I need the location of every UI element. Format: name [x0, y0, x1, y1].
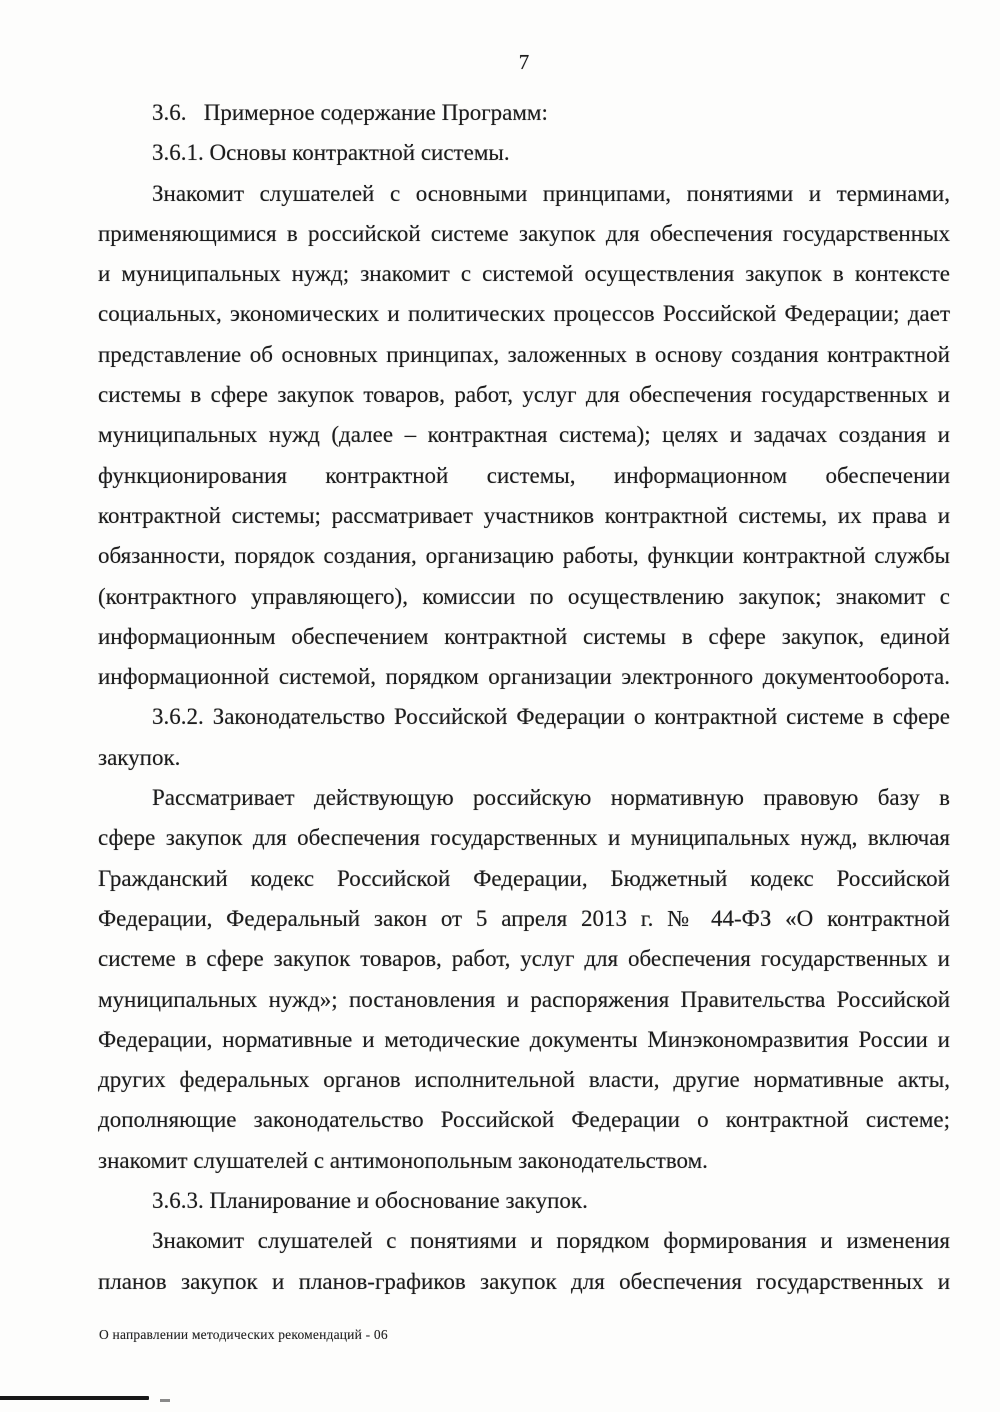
text-line: системе в сфере закупок товаров, работ, услуг для обеспечения государственных и: [98, 946, 950, 972]
text-line: Федерации, нормативные и методические документы Минэкономразвития России и: [98, 1026, 950, 1052]
text-line: применяющимися в российской системе закупок для обеспечения государственных: [98, 220, 950, 246]
text-line: сфере закупок для обеспечения государственных и муниципальных нужд, включая: [98, 825, 950, 851]
page-number: 7: [518, 50, 530, 74]
text-line: Рассматривает действующую российскую нормативную правовую базу в: [152, 785, 950, 811]
text-line: 3.6.1. Основы контрактной системы.: [152, 140, 510, 166]
text-line: муниципальных нужд»; постановления и распоряжения Правительства Российской: [98, 986, 950, 1012]
text-line: и муниципальных нужд; знакомит с системой осуществления закупок в контексте: [98, 261, 950, 287]
text-line: других федеральных органов исполнительной власти, другие нормативные акты,: [98, 1067, 950, 1093]
text-line: Гражданский кодекс Российской Федерации, Бюджетный кодекс Российской: [98, 865, 950, 891]
text-line: информационной системой, порядком организации электронного документооборота.: [98, 664, 950, 690]
text-line: муниципальных нужд (далее – контрактная система); целях и задачах создания и: [98, 422, 950, 448]
text-line: 3.6.2. Законодательство Российской Федерации о контрактной системе в сфере: [152, 704, 950, 730]
text-line: планов закупок и планов-графиков закупок для обеспечения государственных и: [98, 1268, 950, 1294]
text-line: знакомит слушателей с антимонопольным законодательством.: [98, 1147, 708, 1173]
text-line: системы в сфере закупок товаров, работ, услуг для обеспечения государственных и: [98, 382, 950, 408]
bottom-left-scan-dash: [160, 1399, 170, 1402]
text-line: дополняющие законодательство Российской Федерации о контрактной системе;: [98, 1107, 950, 1133]
text-line: представление об основных принципах, заложенных в основу создания контрактной: [98, 341, 950, 367]
text-line: закупок.: [98, 744, 181, 770]
text-line: 3.6. Примерное содержание Программ:: [152, 100, 548, 125]
text-line: Знакомит слушателей с основными принципами, понятиями и терминами,: [152, 180, 950, 206]
footer-reference-note: О направлении методических рекомендаций - 06: [99, 1327, 388, 1342]
text-line: Знакомит слушателей с понятиями и порядком формирования и изменения: [152, 1228, 950, 1254]
document-body: [98, 93, 950, 1302]
bottom-left-scan-mark: [0, 1396, 149, 1400]
text-line: информационным обеспечением контрактной системы в сфере закупок, единой: [98, 623, 950, 649]
text-line: обязанности, порядок создания, организацию работы, функции контрактной службы: [98, 543, 950, 569]
text-line: Федерации, Федеральный закон от 5 апреля 2013 г. № 44-ФЗ «О контрактной: [98, 905, 950, 931]
text-line: социальных, экономических и политических процессов Российской Федерации; дает: [98, 301, 950, 327]
text-line: 3.6.3. Планирование и обоснование закупок.: [152, 1188, 588, 1214]
text-line: контрактной системы; рассматривает участников контрактной системы, их права и: [98, 502, 950, 528]
text-line: функционирования контрактной системы, информационном обеспечении: [98, 462, 950, 488]
text-line: (контрактного управляющего), комиссии по осуществлению закупок; знакомит с: [98, 583, 950, 609]
